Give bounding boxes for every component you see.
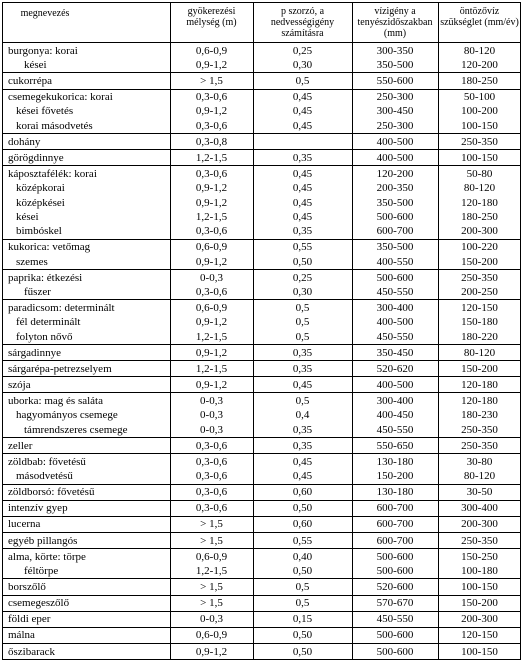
irrigation-need-value: 200-250 [461, 285, 498, 298]
crop-name: másodvetésű [16, 470, 73, 483]
p-factor-value: 0,5 [295, 581, 310, 594]
water-need-value: 520-620 [376, 362, 414, 375]
irrigation-need-value: 180-220 [461, 330, 498, 343]
crop-name: uborka: mag és saláta [8, 395, 103, 408]
crop-name: bimbóskel [16, 225, 62, 238]
row-divider [2, 2, 521, 3]
water-need-value: 450-550 [376, 285, 414, 298]
root-depth-value: 0-0,3 [200, 423, 223, 436]
water-need-value: 500-600 [376, 564, 414, 577]
crop-name: alma, körte: törpe [8, 550, 86, 563]
irrigation-need-value: 180-250 [461, 75, 498, 88]
header-depth: gyökerezési mélység (m) [186, 6, 237, 28]
crop-name: burgonya: korai [8, 44, 78, 57]
crop-name: sárgadinnye [8, 346, 61, 359]
crop-name: őszibarack [8, 645, 56, 658]
crop-name: sárgarépa-petrezselyem [8, 362, 112, 375]
crop-name: cukorrépa [8, 75, 52, 88]
p-factor-value: 0,25 [292, 271, 313, 284]
root-depth-value: 1,2-1,5 [195, 564, 228, 577]
p-factor-value: 0,35 [292, 346, 313, 359]
p-factor-value: 0,30 [292, 58, 313, 71]
water-need-value: 350-450 [376, 346, 414, 359]
irrigation-need-value: 30-80 [466, 455, 493, 468]
water-need-value: 130-180 [376, 455, 414, 468]
root-depth-value: > 1,5 [200, 581, 223, 594]
p-factor-value: 0,40 [292, 550, 313, 563]
p-factor-value: 0,35 [292, 225, 313, 238]
root-depth-value: 0,9-1,2 [195, 182, 228, 195]
water-need-value: 150-200 [376, 470, 414, 483]
p-factor-value: 0,4 [295, 409, 310, 422]
water-need-value: 350-500 [376, 241, 414, 254]
irrigation-need-value: 150-200 [461, 362, 498, 375]
crop-name: káposztafélék: korai [8, 168, 97, 181]
root-depth-value: 0-0,3 [200, 409, 223, 422]
crop-name: intenzív gyep [8, 502, 68, 515]
p-factor-value: 0,35 [292, 439, 313, 452]
root-depth-value: 0,3-0,6 [195, 502, 228, 515]
irrigation-need-value: 180-250 [461, 210, 498, 223]
row-divider [2, 659, 521, 660]
p-factor-value: 0,25 [292, 44, 313, 57]
irrigation-need-value: 100-150 [461, 645, 498, 658]
p-factor-value: 0,5 [295, 75, 310, 88]
water-need-value: 500-600 [376, 271, 414, 284]
crop-name: szemes [16, 255, 48, 268]
water-need-value: 450-550 [376, 330, 414, 343]
root-depth-value: 0,9-1,2 [195, 255, 228, 268]
header-name: megnevezés [20, 8, 70, 19]
water-need-value: 350-500 [376, 196, 414, 209]
root-depth-value: 0-0,3 [200, 395, 223, 408]
crop-name: borszőlő [8, 581, 46, 594]
root-depth-value: 0,6-0,9 [195, 44, 228, 57]
water-need-value: 200-350 [376, 182, 414, 195]
header-irrigation: öntözővíz szükséglet (mm/év) [440, 6, 519, 28]
root-depth-value: 0,9-1,2 [195, 105, 228, 118]
p-factor-value: 0,45 [292, 182, 313, 195]
irrigation-need-value: 100-200 [461, 105, 498, 118]
root-depth-value: 1,2-1,5 [195, 330, 228, 343]
water-need-value: 400-500 [376, 378, 414, 391]
root-depth-value: 1,2-1,5 [195, 210, 228, 223]
water-need-value: 400-500 [376, 135, 414, 148]
p-factor-value: 0,45 [292, 470, 313, 483]
crop-name: csemegeszőlő [8, 597, 70, 610]
irrigation-need-value: 150-180 [461, 316, 498, 329]
p-factor-value: 0,55 [292, 241, 313, 254]
root-depth-value: > 1,5 [200, 597, 223, 610]
root-depth-value: 0,6-0,9 [195, 302, 228, 315]
root-depth-value: 0-0,3 [200, 613, 223, 626]
crop-name: féltörpe [24, 564, 59, 577]
water-need-value: 250-300 [376, 91, 414, 104]
crop-name: lucerna [8, 518, 41, 531]
p-factor-value: 0,5 [295, 316, 310, 329]
row-divider [2, 165, 521, 166]
irrigation-need-value: 200-300 [461, 225, 498, 238]
crop-name: kései [24, 58, 47, 71]
irrigation-need-value: 250-350 [461, 439, 498, 452]
water-need-value: 500-600 [376, 645, 414, 658]
irrigation-need-value: 250-350 [461, 135, 498, 148]
water-need-value: 550-650 [376, 439, 414, 452]
irrigation-need-value: 80-120 [463, 346, 496, 359]
p-factor-value: 0,45 [292, 196, 313, 209]
p-factor-value: 0,5 [295, 330, 310, 343]
root-depth-value: 0,3-0,6 [195, 486, 228, 499]
p-factor-value: 0,50 [292, 502, 313, 515]
p-factor-value: 0,45 [292, 455, 313, 468]
column-divider [2, 2, 3, 660]
row-divider [2, 149, 521, 150]
irrigation-need-value: 50-100 [463, 91, 496, 104]
crop-name: támrendszeres csemege [24, 423, 128, 436]
water-need-value: 450-550 [376, 423, 414, 436]
root-depth-value: 0,3-0,6 [195, 91, 228, 104]
irrigation-need-value: 200-300 [461, 518, 498, 531]
p-factor-value: 0,45 [292, 168, 313, 181]
irrigation-need-value: 80-120 [463, 44, 496, 57]
water-need-value: 500-600 [376, 550, 414, 563]
crop-name: kései fővetés [16, 105, 74, 118]
p-factor-value: 0,45 [292, 119, 313, 132]
header-p: p szorzó, a nedvességigény számításra [270, 6, 335, 39]
root-depth-value: > 1,5 [200, 75, 223, 88]
crop-name: szója [8, 378, 31, 391]
p-factor-value: 0,55 [292, 534, 313, 547]
root-depth-value: > 1,5 [200, 534, 223, 547]
root-depth-value: 0,9-1,2 [195, 196, 228, 209]
crop-name: egyéb pillangós [8, 534, 78, 547]
water-need-value: 130-180 [376, 486, 414, 499]
water-need-value: 120-200 [376, 168, 414, 181]
water-need-value: 300-450 [376, 105, 414, 118]
water-need-value: 570-670 [376, 597, 414, 610]
crop-name: málna [8, 629, 35, 642]
root-depth-value: 0,3-0,8 [195, 135, 228, 148]
p-factor-value: 0,50 [292, 564, 313, 577]
water-need-value: 500-600 [376, 629, 414, 642]
p-factor-value: 0,30 [292, 285, 313, 298]
irrigation-need-value: 120-200 [461, 58, 498, 71]
crop-name: zöldbab: fővetésű [8, 455, 86, 468]
irrigation-need-value: 120-180 [461, 395, 498, 408]
irrigation-need-value: 250-350 [461, 534, 498, 547]
irrigation-need-value: 120-180 [461, 196, 498, 209]
root-depth-value: 1,2-1,5 [195, 151, 228, 164]
irrigation-need-value: 250-350 [461, 271, 498, 284]
irrigation-need-value: 100-150 [461, 119, 498, 132]
root-depth-value: 0,3-0,6 [195, 455, 228, 468]
crop-name: paprika: étkezési [8, 271, 83, 284]
p-factor-value: 0,45 [292, 378, 313, 391]
p-factor-value: 0,15 [292, 613, 313, 626]
irrigation-need-value: 50-80 [466, 168, 493, 181]
crop-name: kukorica: vetőmag [8, 241, 91, 254]
p-factor-value: 0,5 [295, 597, 310, 610]
water-need-value: 550-600 [376, 75, 414, 88]
crop-name: fűszer [24, 285, 51, 298]
water-need-value: 400-450 [376, 409, 414, 422]
irrigation-need-value: 100-150 [461, 151, 498, 164]
water-need-value: 300-400 [376, 395, 414, 408]
crop-name: fél determinált [16, 316, 81, 329]
root-depth-value: 0,3-0,6 [195, 285, 228, 298]
water-need-value: 600-700 [376, 502, 414, 515]
crop-name: korai másodvetés [16, 119, 93, 132]
header-water: vízigény a tenyészidőszakban (mm) [357, 6, 433, 39]
p-factor-value: 0,35 [292, 423, 313, 436]
water-need-value: 400-500 [376, 316, 414, 329]
irrigation-need-value: 180-230 [461, 409, 498, 422]
irrigation-need-value: 150-200 [461, 597, 498, 610]
crop-name: folyton nővő [16, 330, 73, 343]
p-factor-value: 0,45 [292, 91, 313, 104]
water-need-value: 250-300 [376, 119, 414, 132]
row-divider [2, 72, 521, 73]
p-factor-value: 0,50 [292, 629, 313, 642]
p-factor-value: 0,60 [292, 486, 313, 499]
p-factor-value: 0,50 [292, 255, 313, 268]
water-need-value: 600-700 [376, 225, 414, 238]
root-depth-value: 0,6-0,9 [195, 550, 228, 563]
p-factor-value: 0,5 [295, 302, 310, 315]
irrigation-need-value: 120-150 [461, 629, 498, 642]
water-need-value: 520-600 [376, 581, 414, 594]
root-depth-value: 0,9-1,2 [195, 645, 228, 658]
root-depth-value: 0,3-0,6 [195, 470, 228, 483]
p-factor-value: 0,5 [295, 395, 310, 408]
irrigation-need-value: 250-350 [461, 423, 498, 436]
irrigation-need-value: 200-300 [461, 613, 498, 626]
root-depth-value: 0,9-1,2 [195, 316, 228, 329]
root-depth-value: 0,9-1,2 [195, 346, 228, 359]
crop-name: zöldborsó: fővetésű [8, 486, 95, 499]
row-divider [2, 578, 521, 579]
irrigation-need-value: 100-180 [461, 564, 498, 577]
crop-name: dohány [8, 135, 41, 148]
water-need-value: 300-350 [376, 44, 414, 57]
root-depth-value: 0,9-1,2 [195, 58, 228, 71]
water-need-value: 450-550 [376, 613, 414, 626]
water-need-value: 400-550 [376, 255, 414, 268]
water-need-value: 600-700 [376, 518, 414, 531]
crop-name: hagyományos csemege [16, 409, 118, 422]
p-factor-value: 0,45 [292, 210, 313, 223]
irrigation-need-value: 150-250 [461, 550, 498, 563]
crop-name: kései [16, 210, 39, 223]
irrigation-need-value: 80-120 [463, 182, 496, 195]
water-need-value: 400-500 [376, 151, 414, 164]
p-factor-value: 0,35 [292, 362, 313, 375]
irrigation-need-value: 100-220 [461, 241, 498, 254]
row-divider [2, 299, 521, 300]
irrigation-need-value: 120-180 [461, 378, 498, 391]
p-factor-value: 0,60 [292, 518, 313, 531]
irrigation-need-value: 30-50 [466, 486, 493, 499]
p-factor-value: 0,50 [292, 645, 313, 658]
crop-name: paradicsom: determinált [8, 302, 115, 315]
crop-name: zeller [8, 439, 33, 452]
crop-water-table [2, 2, 521, 660]
root-depth-value: 0,3-0,6 [195, 119, 228, 132]
irrigation-need-value: 150-200 [461, 255, 498, 268]
root-depth-value: 0,3-0,6 [195, 439, 228, 452]
crop-name: görögdinnye [8, 151, 64, 164]
root-depth-value: 0,3-0,6 [195, 225, 228, 238]
root-depth-value: 1,2-1,5 [195, 362, 228, 375]
crop-name: középkorai [16, 182, 65, 195]
row-divider [2, 392, 521, 393]
water-need-value: 600-700 [376, 534, 414, 547]
water-need-value: 350-500 [376, 58, 414, 71]
irrigation-need-value: 100-150 [461, 581, 498, 594]
water-need-value: 500-600 [376, 210, 414, 223]
p-factor-value: 0,35 [292, 151, 313, 164]
irrigation-need-value: 300-400 [461, 502, 498, 515]
irrigation-need-value: 80-120 [463, 470, 496, 483]
root-depth-value: 0-0,3 [200, 271, 223, 284]
root-depth-value: > 1,5 [200, 518, 223, 531]
root-depth-value: 0,6-0,9 [195, 241, 228, 254]
crop-name: földi eper [8, 613, 51, 626]
crop-name: csemegekukorica: korai [8, 91, 113, 104]
p-factor-value: 0,45 [292, 105, 313, 118]
crop-name: középkései [16, 196, 65, 209]
root-depth-value: 0,9-1,2 [195, 378, 228, 391]
root-depth-value: 0,6-0,9 [195, 629, 228, 642]
root-depth-value: 0,3-0,6 [195, 168, 228, 181]
water-need-value: 300-400 [376, 302, 414, 315]
irrigation-need-value: 120-150 [461, 302, 498, 315]
row-divider [2, 376, 521, 377]
